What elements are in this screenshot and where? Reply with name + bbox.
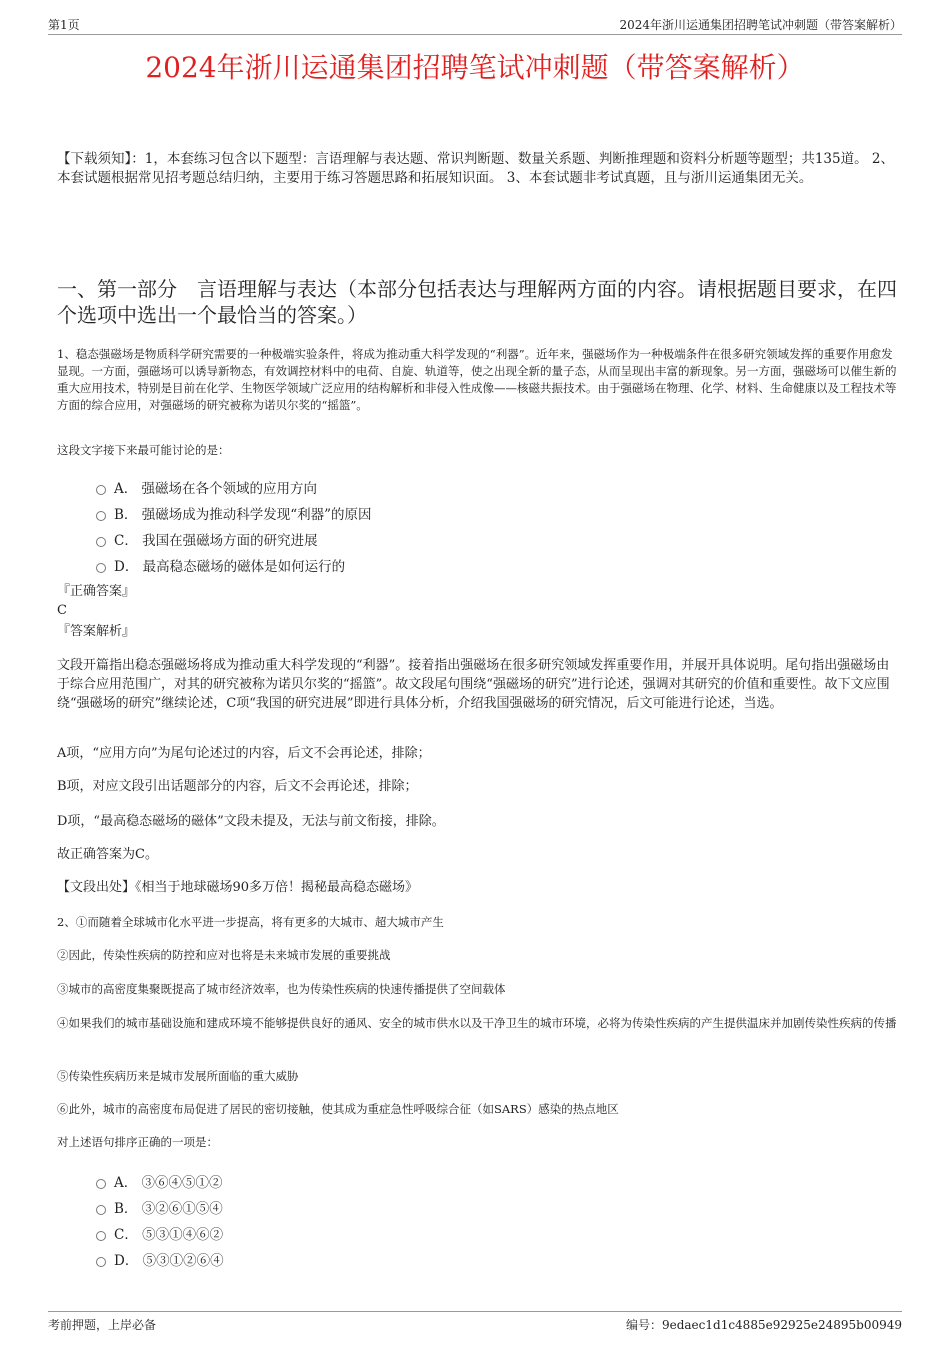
q1-note-b: B项，对应文段引出话题部分的内容，后文不会再论述，排除； [57, 779, 418, 794]
radio-icon[interactable] [96, 1205, 106, 1215]
q1-question: 这段文字接下来最可能讨论的是： [57, 443, 230, 457]
q2-sentence-1: 2、①而随着全球城市化水平进一步提高，将有更多的大城市、超大城市产生 [57, 915, 444, 929]
q1-source: 【文段出处】《相当于地球磁场90多万倍！揭秘最高稳态磁场》 [57, 880, 419, 895]
q2-option-c[interactable]: C． ⑤③①④⑥② [96, 1223, 223, 1243]
page-number: 第1页 [48, 18, 80, 32]
q1-option-b[interactable]: B． 强磁场成为推动科学发现“利器”的原因 [96, 503, 372, 523]
q2-sentence-2: ②因此，传染性疾病的防控和应对也将是未来城市发展的重要挑战 [57, 948, 391, 962]
download-notice: 【下载须知】：1，本套练习包含以下题型：言语理解与表达题、常识判断题、数量关系题、判断推理题和资料分析题等题型；共135道。 2、本套试题根据常见招考题总结归纳，主要用于练习答题思路和拓展知识面。 3、本套试题非考试真题，且与浙川运通集团无关。 [57, 151, 894, 186]
radio-icon[interactable] [96, 485, 106, 495]
q2-option-b[interactable]: B． ③②⑥①⑤④ [96, 1197, 223, 1217]
radio-icon[interactable] [96, 537, 106, 547]
q2-option-a[interactable]: A． ③⑥④⑤①② [96, 1171, 223, 1191]
q1-analysis: 文段开篇指出稳态强磁场将成为推动重大科学发现的“利器”。接着指出强磁场在很多研究领域发挥重要作用，并展开具体说明。尾句指出强磁场由于综合应用范围广，对其的研究被称为诺贝尔奖的“摇篮”。故文段尾句围绕“强磁场的研究”进行论述，强调对其研究的价值和重要性。故下文应围绕“强磁场的研究”继续论述，C项“我国的研究进展”即进行具体分析，介绍我国强磁场的研究情况，后文可能进行论述，当选。 [57, 658, 890, 711]
q1-analysis-label: 『答案解析』 [57, 624, 136, 639]
q2-sentence-6: ⑥此外，城市的高密度布局促进了居民的密切接触，使其成为重症急性呼吸综合征（如SARS）感染的热点地区 [57, 1102, 619, 1116]
page-header [48, 14, 902, 35]
radio-icon[interactable] [96, 1179, 106, 1189]
header-doc-title: 2024年浙川运通集团招聘笔试冲刺题（带答案解析） [619, 18, 902, 32]
q1-stem: 1、稳态强磁场是物质科学研究需要的一种极端实验条件，将成为推动重大科学发现的“利器”。近年来，强磁场作为一种极端条件在很多研究领域发挥的重要作用愈发显现。一方面，强磁场可以诱导新物态，有效调控材料中的电荷、自旋、轨道等，使之出现全新的量子态，从而呈现出丰富的新现象。另一方面，强磁场可以催生新的重大应用技术，特别是目前在化学、生物医学领域广泛应用的结构解析和非侵入性成像——核磁共振技术。由于强磁场在物理、化学、材料、生命健康以及工程技术等方面的综合应用，对强磁场的研究被称为诺贝尔奖的“摇篮”。 [57, 347, 897, 412]
q1-answer: C [57, 603, 67, 618]
q2-question: 对上述语句排序正确的一项是： [57, 1135, 218, 1149]
footer-code: 编号：9edaec1d1c4885e92925e24895b00949 [625, 1318, 902, 1332]
q1-note-a: A项，“应用方向”为尾句论述过的内容，后文不会再论述，排除； [57, 746, 431, 761]
page-footer [48, 1311, 902, 1334]
q1-option-a[interactable]: A． 强磁场在各个领域的应用方向 [96, 477, 317, 497]
q1-answer-label: 『正确答案』 [57, 584, 136, 599]
radio-icon[interactable] [96, 511, 106, 521]
q2-sentence-3: ③城市的高密度集聚既提高了城市经济效率，也为传染性疾病的快速传播提供了空间载体 [57, 982, 506, 996]
q1-option-d[interactable]: D． 最高稳态磁场的磁体是如何运行的 [96, 555, 345, 575]
q1-option-c[interactable]: C． 我国在强磁场方面的研究进展 [96, 529, 318, 549]
q2-sentence-4: ④如果我们的城市基础设施和建成环境不能够提供良好的通风、安全的城市供水以及干净卫生的城市环境，必将为传染性疾病的产生提供温床并加剧传染性疾病的传播 [57, 1016, 897, 1030]
q2-sentence-5: ⑤传染性疾病历来是城市发展所面临的重大威胁 [57, 1069, 299, 1083]
document-title: 2024年浙川运通集团招聘笔试冲刺题（带答案解析） [145, 51, 805, 84]
section-title: 一、第一部分 言语理解与表达（本部分包括表达与理解两方面的内容。请根据题目要求，在四个选项中选出一个最恰当的答案。） [57, 277, 897, 327]
radio-icon[interactable] [96, 1231, 106, 1241]
q2-option-d[interactable]: D． ⑤③①②⑥④ [96, 1249, 224, 1269]
footer-slogan: 考前押题，上岸必备 [48, 1318, 157, 1332]
radio-icon[interactable] [96, 1257, 106, 1267]
radio-icon[interactable] [96, 563, 106, 573]
q1-conclusion: 故正确答案为C。 [57, 847, 158, 862]
q1-note-d: D项，“最高稳态磁场的磁体”文段未提及，无法与前文衔接，排除。 [57, 814, 445, 829]
